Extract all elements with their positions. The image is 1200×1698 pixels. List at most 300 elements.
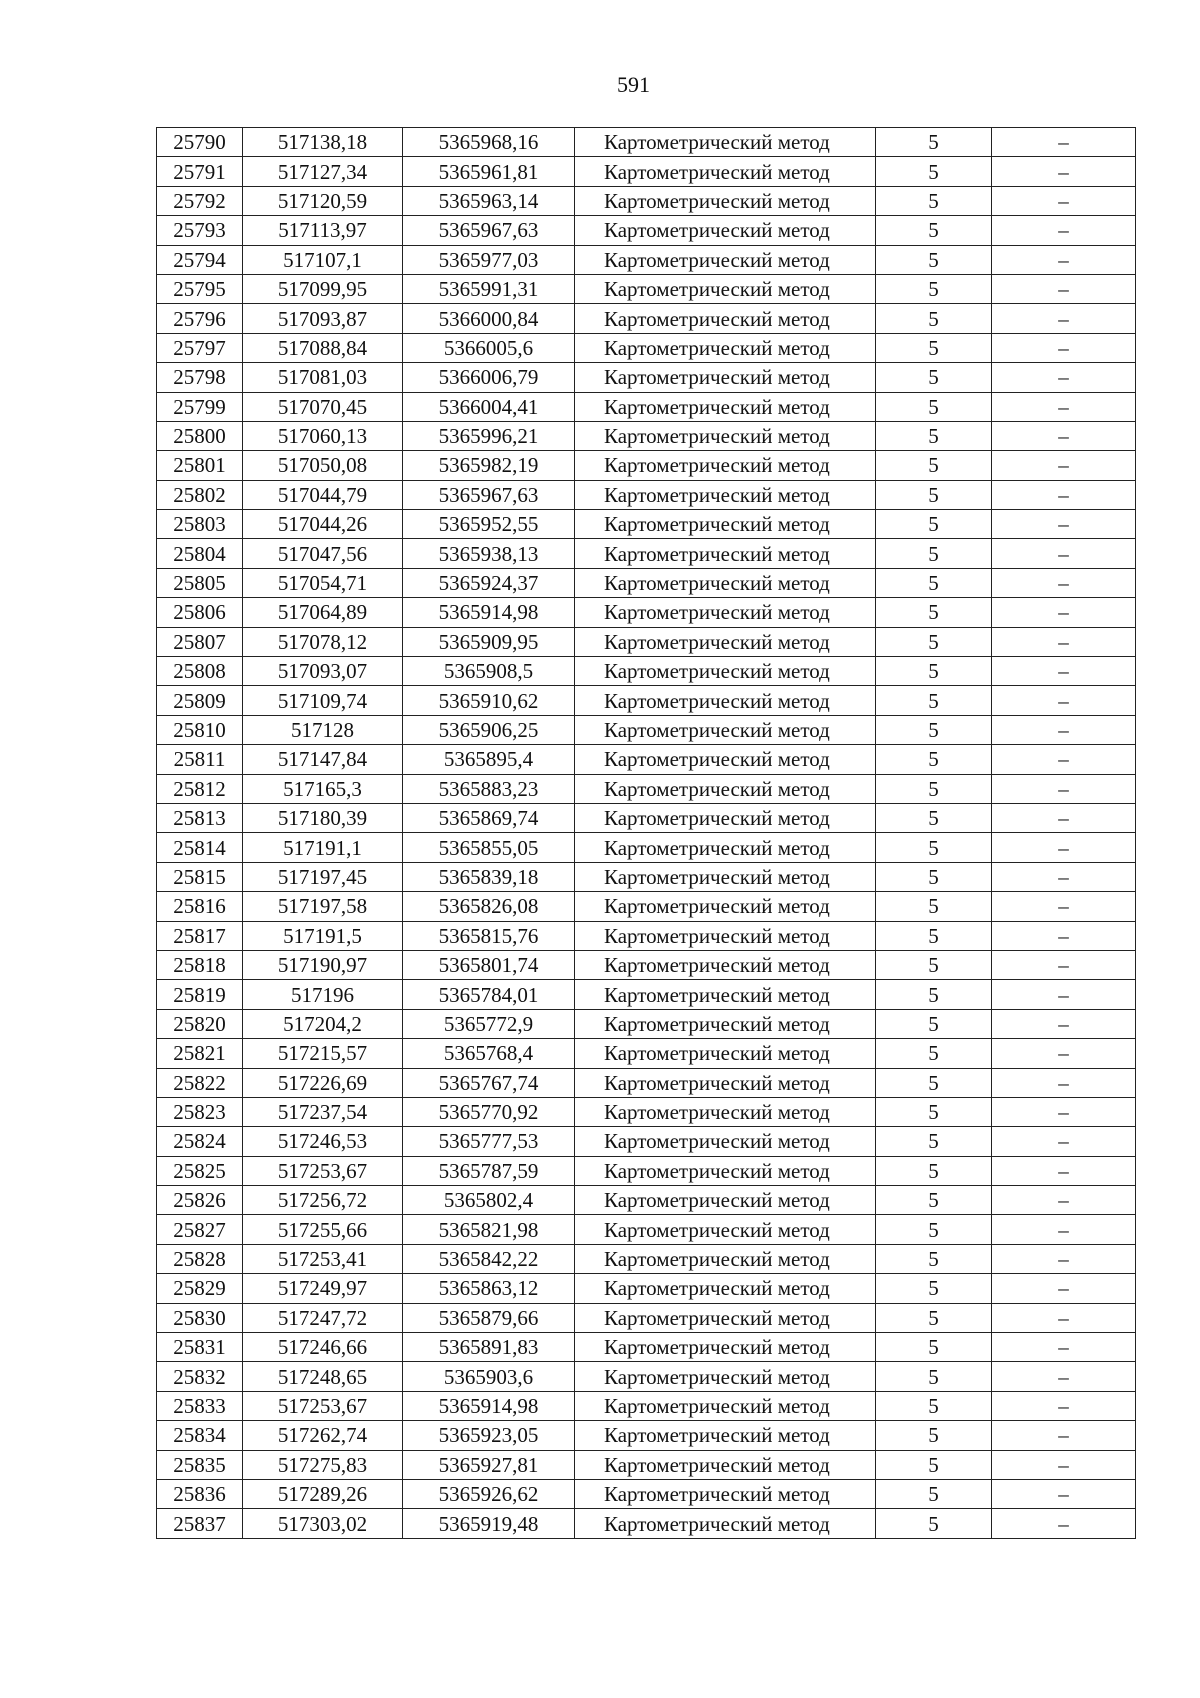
accuracy-cell: 5	[876, 833, 992, 862]
note-cell: –	[992, 598, 1136, 627]
note-cell: –	[992, 421, 1136, 450]
x-coordinate-cell: 517237,54	[243, 1097, 403, 1126]
y-coordinate-cell: 5365991,31	[403, 274, 575, 303]
x-coordinate-cell: 517247,72	[243, 1303, 403, 1332]
accuracy-cell: 5	[876, 921, 992, 950]
method-cell: Картометрический метод	[575, 598, 876, 627]
table-row	[157, 1421, 1136, 1450]
method-cell: Картометрический метод	[575, 245, 876, 274]
point-number-cell: 25799	[157, 392, 243, 421]
y-coordinate-cell: 5365909,95	[403, 627, 575, 656]
table-row	[157, 1009, 1136, 1038]
x-coordinate-cell: 517081,03	[243, 363, 403, 392]
accuracy-cell: 5	[876, 862, 992, 891]
accuracy-cell: 5	[876, 657, 992, 686]
accuracy-cell: 5	[876, 598, 992, 627]
method-cell: Картометрический метод	[575, 1391, 876, 1420]
x-coordinate-cell: 517099,95	[243, 274, 403, 303]
table-row	[157, 392, 1136, 421]
note-cell: –	[992, 1274, 1136, 1303]
accuracy-cell: 5	[876, 1156, 992, 1185]
accuracy-cell: 5	[876, 774, 992, 803]
y-coordinate-cell: 5365777,53	[403, 1127, 575, 1156]
note-cell: –	[992, 657, 1136, 686]
y-coordinate-cell: 5365770,92	[403, 1097, 575, 1126]
method-cell: Картометрический метод	[575, 1333, 876, 1362]
note-cell: –	[992, 568, 1136, 597]
accuracy-cell: 5	[876, 1068, 992, 1097]
table-row	[157, 1097, 1136, 1126]
method-cell: Картометрический метод	[575, 1450, 876, 1479]
table-row	[157, 803, 1136, 832]
point-number-cell: 25818	[157, 950, 243, 979]
table-row	[157, 480, 1136, 509]
table-row	[157, 892, 1136, 921]
point-number-cell: 25826	[157, 1186, 243, 1215]
accuracy-cell: 5	[876, 627, 992, 656]
method-cell: Картометрический метод	[575, 657, 876, 686]
point-number-cell: 25827	[157, 1215, 243, 1244]
x-coordinate-cell: 517093,07	[243, 657, 403, 686]
note-cell: –	[992, 1362, 1136, 1391]
note-cell: –	[992, 1450, 1136, 1479]
point-number-cell: 25822	[157, 1068, 243, 1097]
x-coordinate-cell: 517197,45	[243, 862, 403, 891]
table-row	[157, 715, 1136, 744]
y-coordinate-cell: 5365842,22	[403, 1244, 575, 1273]
table-row	[157, 627, 1136, 656]
point-number-cell: 25813	[157, 803, 243, 832]
x-coordinate-cell: 517289,26	[243, 1479, 403, 1508]
point-number-cell: 25812	[157, 774, 243, 803]
accuracy-cell: 5	[876, 1244, 992, 1273]
accuracy-cell: 5	[876, 304, 992, 333]
y-coordinate-cell: 5365855,05	[403, 833, 575, 862]
x-coordinate-cell: 517246,53	[243, 1127, 403, 1156]
x-coordinate-cell: 517128	[243, 715, 403, 744]
table-row	[157, 1244, 1136, 1273]
note-cell: –	[992, 1303, 1136, 1332]
point-number-cell: 25811	[157, 745, 243, 774]
method-cell: Картометрический метод	[575, 392, 876, 421]
x-coordinate-cell: 517204,2	[243, 1009, 403, 1038]
accuracy-cell: 5	[876, 274, 992, 303]
method-cell: Картометрический метод	[575, 1009, 876, 1038]
accuracy-cell: 5	[876, 892, 992, 921]
table-row	[157, 451, 1136, 480]
y-coordinate-cell: 5365906,25	[403, 715, 575, 744]
note-cell: –	[992, 745, 1136, 774]
y-coordinate-cell: 5365787,59	[403, 1156, 575, 1185]
y-coordinate-cell: 5365961,81	[403, 157, 575, 186]
table-row	[157, 245, 1136, 274]
method-cell: Картометрический метод	[575, 157, 876, 186]
point-number-cell: 25819	[157, 980, 243, 1009]
x-coordinate-cell: 517047,56	[243, 539, 403, 568]
table-row	[157, 1127, 1136, 1156]
note-cell: –	[992, 451, 1136, 480]
table-row	[157, 921, 1136, 950]
x-coordinate-cell: 517088,84	[243, 333, 403, 362]
accuracy-cell: 5	[876, 1450, 992, 1479]
accuracy-cell: 5	[876, 363, 992, 392]
y-coordinate-cell: 5365879,66	[403, 1303, 575, 1332]
accuracy-cell: 5	[876, 539, 992, 568]
y-coordinate-cell: 5366004,41	[403, 392, 575, 421]
x-coordinate-cell: 517253,67	[243, 1156, 403, 1185]
x-coordinate-cell: 517138,18	[243, 128, 403, 157]
table-row	[157, 745, 1136, 774]
table-row	[157, 598, 1136, 627]
point-number-cell: 25820	[157, 1009, 243, 1038]
point-number-cell: 25831	[157, 1333, 243, 1362]
accuracy-cell: 5	[876, 1333, 992, 1362]
accuracy-cell: 5	[876, 1391, 992, 1420]
table-row	[157, 1333, 1136, 1362]
y-coordinate-cell: 5365952,55	[403, 510, 575, 539]
method-cell: Картометрический метод	[575, 274, 876, 303]
y-coordinate-cell: 5365938,13	[403, 539, 575, 568]
accuracy-cell: 5	[876, 950, 992, 979]
method-cell: Картометрический метод	[575, 186, 876, 215]
table-row	[157, 304, 1136, 333]
method-cell: Картометрический метод	[575, 128, 876, 157]
accuracy-cell: 5	[876, 980, 992, 1009]
y-coordinate-cell: 5365802,4	[403, 1186, 575, 1215]
x-coordinate-cell: 517303,02	[243, 1509, 403, 1538]
note-cell: –	[992, 1479, 1136, 1508]
y-coordinate-cell: 5365926,62	[403, 1479, 575, 1508]
method-cell: Картометрический метод	[575, 627, 876, 656]
note-cell: –	[992, 363, 1136, 392]
accuracy-cell: 5	[876, 1479, 992, 1508]
table-row	[157, 1303, 1136, 1332]
y-coordinate-cell: 5365772,9	[403, 1009, 575, 1038]
method-cell: Картометрический метод	[575, 1186, 876, 1215]
method-cell: Картометрический метод	[575, 1127, 876, 1156]
method-cell: Картометрический метод	[575, 950, 876, 979]
y-coordinate-cell: 5365863,12	[403, 1274, 575, 1303]
method-cell: Картометрический метод	[575, 363, 876, 392]
method-cell: Картометрический метод	[575, 1156, 876, 1185]
x-coordinate-cell: 517275,83	[243, 1450, 403, 1479]
coordinates-table	[156, 127, 1136, 1539]
y-coordinate-cell: 5365967,63	[403, 216, 575, 245]
note-cell: –	[992, 304, 1136, 333]
point-number-cell: 25801	[157, 451, 243, 480]
note-cell: –	[992, 1391, 1136, 1420]
x-coordinate-cell: 517255,66	[243, 1215, 403, 1244]
note-cell: –	[992, 950, 1136, 979]
x-coordinate-cell: 517078,12	[243, 627, 403, 656]
x-coordinate-cell: 517226,69	[243, 1068, 403, 1097]
table-row	[157, 539, 1136, 568]
note-cell: –	[992, 157, 1136, 186]
y-coordinate-cell: 5365821,98	[403, 1215, 575, 1244]
table-row	[157, 1156, 1136, 1185]
method-cell: Картометрический метод	[575, 1039, 876, 1068]
point-number-cell: 25803	[157, 510, 243, 539]
accuracy-cell: 5	[876, 1186, 992, 1215]
point-number-cell: 25807	[157, 627, 243, 656]
y-coordinate-cell: 5365967,63	[403, 480, 575, 509]
y-coordinate-cell: 5365982,19	[403, 451, 575, 480]
x-coordinate-cell: 517044,79	[243, 480, 403, 509]
y-coordinate-cell: 5365891,83	[403, 1333, 575, 1362]
x-coordinate-cell: 517147,84	[243, 745, 403, 774]
table-row	[157, 421, 1136, 450]
y-coordinate-cell: 5365914,98	[403, 598, 575, 627]
y-coordinate-cell: 5365815,76	[403, 921, 575, 950]
point-number-cell: 25837	[157, 1509, 243, 1538]
method-cell: Картометрический метод	[575, 892, 876, 921]
accuracy-cell: 5	[876, 451, 992, 480]
method-cell: Картометрический метод	[575, 1479, 876, 1508]
point-number-cell: 25817	[157, 921, 243, 950]
accuracy-cell: 5	[876, 1009, 992, 1038]
point-number-cell: 25797	[157, 333, 243, 362]
table-row	[157, 950, 1136, 979]
table-row	[157, 686, 1136, 715]
accuracy-cell: 5	[876, 803, 992, 832]
note-cell: –	[992, 862, 1136, 891]
method-cell: Картометрический метод	[575, 1215, 876, 1244]
point-number-cell: 25821	[157, 1039, 243, 1068]
point-number-cell: 25815	[157, 862, 243, 891]
note-cell: –	[992, 1009, 1136, 1038]
note-cell: –	[992, 216, 1136, 245]
method-cell: Картометрический метод	[575, 1097, 876, 1126]
accuracy-cell: 5	[876, 715, 992, 744]
table-row	[157, 1186, 1136, 1215]
accuracy-cell: 5	[876, 1215, 992, 1244]
y-coordinate-cell: 5365826,08	[403, 892, 575, 921]
point-number-cell: 25806	[157, 598, 243, 627]
point-number-cell: 25814	[157, 833, 243, 862]
y-coordinate-cell: 5365924,37	[403, 568, 575, 597]
point-number-cell: 25804	[157, 539, 243, 568]
point-number-cell: 25791	[157, 157, 243, 186]
page-number: 591	[617, 72, 650, 97]
note-cell: –	[992, 186, 1136, 215]
table-row	[157, 157, 1136, 186]
table-row	[157, 1450, 1136, 1479]
table-row	[157, 774, 1136, 803]
method-cell: Картометрический метод	[575, 921, 876, 950]
accuracy-cell: 5	[876, 1421, 992, 1450]
method-cell: Картометрический метод	[575, 715, 876, 744]
point-number-cell: 25836	[157, 1479, 243, 1508]
y-coordinate-cell: 5365908,5	[403, 657, 575, 686]
accuracy-cell: 5	[876, 745, 992, 774]
y-coordinate-cell: 5365839,18	[403, 862, 575, 891]
accuracy-cell: 5	[876, 480, 992, 509]
table-row	[157, 862, 1136, 891]
point-number-cell: 25835	[157, 1450, 243, 1479]
x-coordinate-cell: 517253,41	[243, 1244, 403, 1273]
y-coordinate-cell: 5365963,14	[403, 186, 575, 215]
point-number-cell: 25832	[157, 1362, 243, 1391]
accuracy-cell: 5	[876, 392, 992, 421]
point-number-cell: 25805	[157, 568, 243, 597]
note-cell: –	[992, 1333, 1136, 1362]
x-coordinate-cell: 517180,39	[243, 803, 403, 832]
point-number-cell: 25795	[157, 274, 243, 303]
x-coordinate-cell: 517190,97	[243, 950, 403, 979]
point-number-cell: 25790	[157, 128, 243, 157]
x-coordinate-cell: 517054,71	[243, 568, 403, 597]
method-cell: Картометрический метод	[575, 1362, 876, 1391]
accuracy-cell: 5	[876, 1039, 992, 1068]
note-cell: –	[992, 274, 1136, 303]
x-coordinate-cell: 517120,59	[243, 186, 403, 215]
x-coordinate-cell: 517060,13	[243, 421, 403, 450]
accuracy-cell: 5	[876, 1303, 992, 1332]
note-cell: –	[992, 833, 1136, 862]
point-number-cell: 25834	[157, 1421, 243, 1450]
coordinates-table-body	[157, 128, 1136, 1539]
y-coordinate-cell: 5365895,4	[403, 745, 575, 774]
note-cell: –	[992, 803, 1136, 832]
method-cell: Картометрический метод	[575, 304, 876, 333]
method-cell: Картометрический метод	[575, 833, 876, 862]
method-cell: Картометрический метод	[575, 216, 876, 245]
method-cell: Картометрический метод	[575, 1068, 876, 1097]
y-coordinate-cell: 5365883,23	[403, 774, 575, 803]
y-coordinate-cell: 5365869,74	[403, 803, 575, 832]
note-cell: –	[992, 510, 1136, 539]
point-number-cell: 25825	[157, 1156, 243, 1185]
method-cell: Картометрический метод	[575, 1509, 876, 1538]
note-cell: –	[992, 1068, 1136, 1097]
x-coordinate-cell: 517246,66	[243, 1333, 403, 1362]
table-row	[157, 1215, 1136, 1244]
table-row	[157, 1509, 1136, 1538]
note-cell: –	[992, 1186, 1136, 1215]
note-cell: –	[992, 892, 1136, 921]
x-coordinate-cell: 517197,58	[243, 892, 403, 921]
y-coordinate-cell: 5365903,6	[403, 1362, 575, 1391]
note-cell: –	[992, 921, 1136, 950]
accuracy-cell: 5	[876, 568, 992, 597]
note-cell: –	[992, 627, 1136, 656]
accuracy-cell: 5	[876, 686, 992, 715]
note-cell: –	[992, 1244, 1136, 1273]
method-cell: Картометрический метод	[575, 568, 876, 597]
method-cell: Картометрический метод	[575, 421, 876, 450]
y-coordinate-cell: 5365996,21	[403, 421, 575, 450]
x-coordinate-cell: 517109,74	[243, 686, 403, 715]
note-cell: –	[992, 1509, 1136, 1538]
accuracy-cell: 5	[876, 245, 992, 274]
y-coordinate-cell: 5365923,05	[403, 1421, 575, 1450]
method-cell: Картометрический метод	[575, 539, 876, 568]
x-coordinate-cell: 517249,97	[243, 1274, 403, 1303]
y-coordinate-cell: 5365968,16	[403, 128, 575, 157]
table-row	[157, 657, 1136, 686]
note-cell: –	[992, 686, 1136, 715]
table-row	[157, 1039, 1136, 1068]
note-cell: –	[992, 715, 1136, 744]
method-cell: Картометрический метод	[575, 451, 876, 480]
method-cell: Картометрический метод	[575, 980, 876, 1009]
y-coordinate-cell: 5365910,62	[403, 686, 575, 715]
note-cell: –	[992, 980, 1136, 1009]
point-number-cell: 25824	[157, 1127, 243, 1156]
x-coordinate-cell: 517093,87	[243, 304, 403, 333]
point-number-cell: 25808	[157, 657, 243, 686]
note-cell: –	[992, 333, 1136, 362]
method-cell: Картометрический метод	[575, 510, 876, 539]
x-coordinate-cell: 517191,5	[243, 921, 403, 950]
x-coordinate-cell: 517165,3	[243, 774, 403, 803]
y-coordinate-cell: 5366000,84	[403, 304, 575, 333]
table-row	[157, 568, 1136, 597]
x-coordinate-cell: 517196	[243, 980, 403, 1009]
x-coordinate-cell: 517253,67	[243, 1391, 403, 1420]
table-row	[157, 1362, 1136, 1391]
table-row	[157, 216, 1136, 245]
x-coordinate-cell: 517256,72	[243, 1186, 403, 1215]
point-number-cell: 25798	[157, 363, 243, 392]
point-number-cell: 25796	[157, 304, 243, 333]
x-coordinate-cell: 517248,65	[243, 1362, 403, 1391]
table-row	[157, 980, 1136, 1009]
accuracy-cell: 5	[876, 186, 992, 215]
method-cell: Картометрический метод	[575, 1244, 876, 1273]
y-coordinate-cell: 5365784,01	[403, 980, 575, 1009]
accuracy-cell: 5	[876, 1509, 992, 1538]
note-cell: –	[992, 1097, 1136, 1126]
method-cell: Картометрический метод	[575, 1303, 876, 1332]
table-row	[157, 1068, 1136, 1097]
accuracy-cell: 5	[876, 421, 992, 450]
method-cell: Картометрический метод	[575, 803, 876, 832]
note-cell: –	[992, 392, 1136, 421]
table-row	[157, 333, 1136, 362]
x-coordinate-cell: 517113,97	[243, 216, 403, 245]
x-coordinate-cell: 517050,08	[243, 451, 403, 480]
method-cell: Картометрический метод	[575, 333, 876, 362]
note-cell: –	[992, 1039, 1136, 1068]
table-row	[157, 833, 1136, 862]
point-number-cell: 25829	[157, 1274, 243, 1303]
note-cell: –	[992, 1156, 1136, 1185]
method-cell: Картометрический метод	[575, 862, 876, 891]
point-number-cell: 25800	[157, 421, 243, 450]
table-row	[157, 1391, 1136, 1420]
method-cell: Картометрический метод	[575, 686, 876, 715]
y-coordinate-cell: 5365914,98	[403, 1391, 575, 1420]
point-number-cell: 25833	[157, 1391, 243, 1420]
method-cell: Картометрический метод	[575, 774, 876, 803]
method-cell: Картометрический метод	[575, 480, 876, 509]
note-cell: –	[992, 1215, 1136, 1244]
y-coordinate-cell: 5366005,6	[403, 333, 575, 362]
point-number-cell: 25802	[157, 480, 243, 509]
note-cell: –	[992, 1127, 1136, 1156]
table-row	[157, 128, 1136, 157]
note-cell: –	[992, 539, 1136, 568]
point-number-cell: 25816	[157, 892, 243, 921]
x-coordinate-cell: 517044,26	[243, 510, 403, 539]
note-cell: –	[992, 1421, 1136, 1450]
y-coordinate-cell: 5365919,48	[403, 1509, 575, 1538]
y-coordinate-cell: 5365977,03	[403, 245, 575, 274]
note-cell: –	[992, 245, 1136, 274]
note-cell: –	[992, 128, 1136, 157]
x-coordinate-cell: 517064,89	[243, 598, 403, 627]
